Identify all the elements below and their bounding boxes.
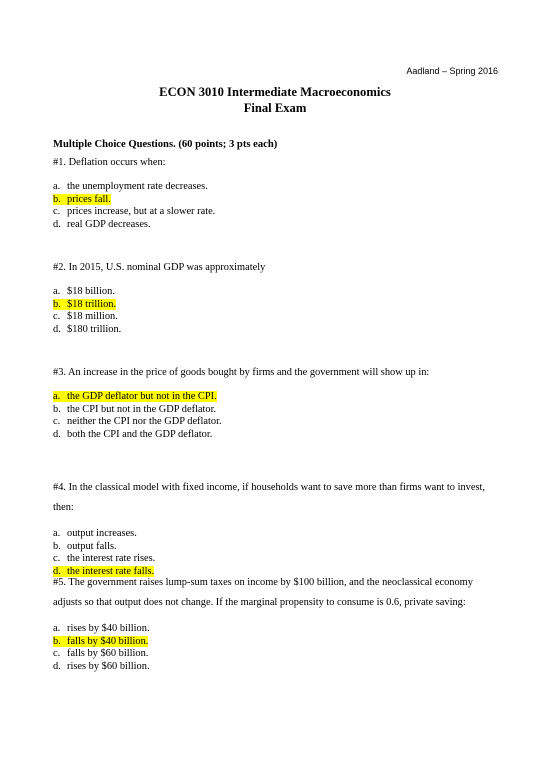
question-stem: #5. The government raises lump-sum taxes on income by $100 billion, and the neoclassical economy adjusts so that output does not change. If the marginal propensity to consume is 0.6, private saving:: [53, 577, 473, 608]
option-text: $18 million.: [67, 311, 118, 322]
option-letter: d.: [53, 565, 61, 577]
option-letter: a.: [53, 181, 61, 192]
option-b: [53, 541, 503, 554]
option-text: neither the CPI nor the GDP deflator.: [67, 416, 222, 427]
option-a: [53, 181, 503, 194]
option-b-highlighted: [53, 636, 503, 649]
option-text: the interest rate falls.: [67, 565, 155, 577]
question-4: [53, 478, 503, 578]
option-text: the interest rate rises.: [67, 553, 156, 564]
option-text: falls by $60 billion.: [67, 648, 149, 659]
option-a: [53, 528, 503, 541]
option-a: [53, 623, 503, 636]
section-heading: Multiple Choice Questions. (60 points; 3 pts each): [53, 139, 278, 150]
exam-title: Final Exam: [243, 101, 307, 115]
question-5: [53, 573, 503, 673]
option-letter: d.: [53, 428, 61, 440]
option-letter: c.: [53, 416, 61, 427]
option-c: [53, 416, 503, 429]
option-b-highlighted: [53, 194, 503, 207]
option-letter: a.: [53, 391, 61, 402]
option-letter: d.: [53, 218, 61, 230]
option-text: prices fall.: [67, 193, 111, 205]
option-letter: a.: [53, 286, 61, 297]
option-text: output increases.: [67, 528, 137, 539]
question-stem: #4. In the classical model with fixed income, if households want to save more than firms want to invest, then:: [53, 482, 485, 513]
option-letter: b.: [53, 193, 61, 205]
option-letter: b.: [53, 635, 61, 647]
question-stem: #1. Deflation occurs when:: [53, 157, 166, 168]
option-text: $18 billion.: [67, 286, 115, 297]
question-1: [53, 153, 503, 231]
option-text: the CPI but not in the GDP deflator.: [67, 403, 217, 415]
option-letter: c.: [53, 206, 61, 217]
option-list: [53, 391, 503, 441]
option-a-highlighted: [53, 391, 503, 404]
option-text: falls by $40 billion.: [67, 635, 149, 647]
option-text: $180 trillion.: [67, 323, 122, 335]
option-text: prices increase, but at a slower rate.: [67, 206, 216, 217]
question-stem: #3. An increase in the price of goods bought by firms and the government will show up in:: [53, 367, 430, 378]
question-2: [53, 258, 503, 336]
option-d: [53, 661, 503, 674]
option-letter: d.: [53, 660, 61, 672]
option-text: rises by $60 billion.: [67, 660, 150, 672]
option-letter: b.: [53, 403, 61, 415]
option-letter: b.: [53, 298, 61, 310]
option-d: [53, 324, 503, 337]
option-text: the GDP deflator but not in the CPI.: [67, 391, 217, 402]
option-list: [53, 286, 503, 336]
option-letter: c.: [53, 648, 61, 659]
option-text: the unemployment rate decreases.: [67, 181, 208, 192]
option-b-highlighted: [53, 299, 503, 312]
option-text: $18 trillion.: [67, 298, 117, 310]
option-list: [53, 528, 503, 578]
option-letter: a.: [53, 528, 61, 539]
question-stem: #2. In 2015, U.S. nominal GDP was approximately: [53, 262, 266, 273]
option-letter: a.: [53, 623, 61, 634]
option-letter: c.: [53, 311, 61, 322]
option-text: rises by $40 billion.: [67, 623, 150, 634]
option-c: [53, 206, 503, 219]
option-a: [53, 286, 503, 299]
option-list: [53, 181, 503, 231]
option-c: [53, 553, 503, 566]
option-d: [53, 429, 503, 442]
option-text: both the CPI and the GDP deflator.: [67, 428, 213, 440]
option-letter: d.: [53, 323, 61, 335]
option-letter: b.: [53, 540, 61, 552]
option-d: [53, 219, 503, 232]
option-b: [53, 404, 503, 417]
option-list: [53, 623, 503, 673]
option-c: [53, 648, 503, 661]
option-c: [53, 311, 503, 324]
option-text: output falls.: [67, 540, 117, 552]
course-title: ECON 3010 Intermediate Macroeconomics: [159, 85, 391, 99]
question-3: [53, 363, 503, 441]
author-term-note: Aadland – Spring 2016: [406, 66, 498, 76]
option-text: real GDP decreases.: [67, 218, 151, 230]
option-letter: c.: [53, 553, 61, 564]
